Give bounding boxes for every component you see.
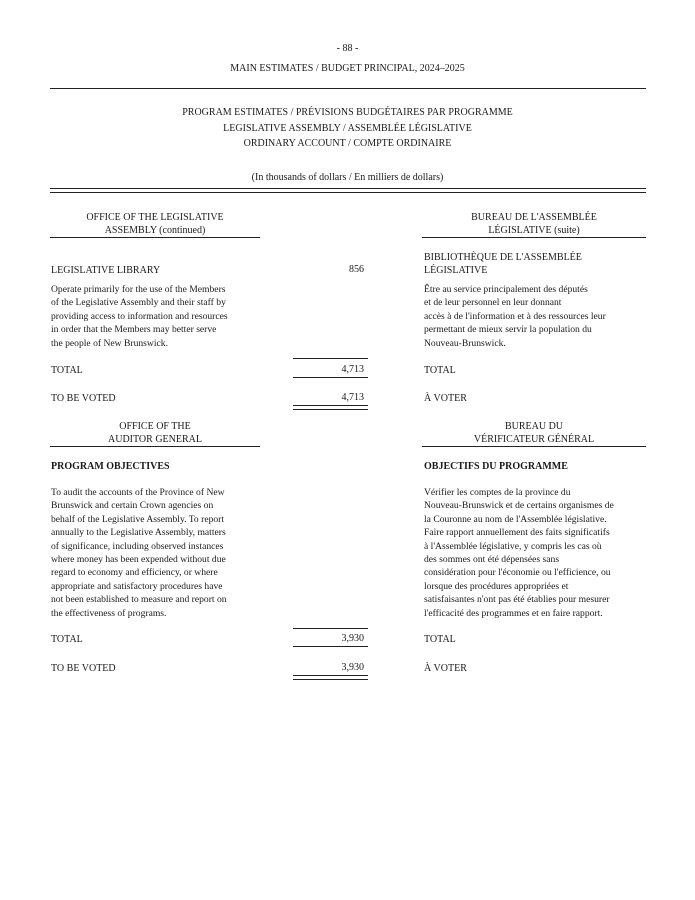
section1-heading-en-line2: ASSEMBLY (continued) (104, 225, 206, 236)
section1-heading-fr (422, 211, 646, 237)
description-line: à l'Assemblée législative, y compris les cas où (424, 540, 602, 552)
document-title: MAIN ESTIMATES / BUDGET PRINCIPAL, 2024–2025 (230, 63, 465, 74)
section1-heading-fr-rule (422, 237, 646, 238)
description-line: lorsque des procédures appropriées et (424, 580, 569, 592)
description-line: in order that the Members may better serve (51, 324, 217, 336)
ordinary-account-title: ORDINARY ACCOUNT / COMPTE ORDINAIRE (243, 138, 452, 149)
section2-heading-fr-rule (422, 446, 646, 447)
description-line: where money has been expended without due (51, 554, 226, 566)
description-line: providing access to information and resources (51, 310, 228, 322)
description-line: considération pour l'économie ou l'efficience, ou (424, 567, 611, 579)
description-line: of the Legislative Assembly and their staff by (51, 297, 226, 309)
section1-heading-en (50, 211, 260, 237)
description-line: l'efficacité des programmes et en faire rapport. (424, 607, 603, 619)
auditor-description-fr (424, 486, 664, 620)
description-line: not been established to measure and report on (51, 594, 227, 606)
section2-voted-amount: 3,930 (341, 662, 364, 673)
section1-voted-amount: 4,713 (341, 392, 364, 403)
description-line: the people of New Brunswick. (51, 337, 168, 349)
section2-heading-fr-line1: BUREAU DU (504, 421, 564, 432)
section1-voted-label-fr: À VOTER (424, 393, 467, 404)
program-objectives-heading-fr: OBJECTIFS DU PROGRAMME (424, 461, 568, 472)
auditor-description-en (51, 486, 291, 620)
description-line: To audit the accounts of the Province of New (51, 487, 225, 498)
description-line: Être au service principalement des députés (424, 284, 588, 295)
description-line: Operate primarily for the use of the Members (51, 284, 226, 295)
section1-total-label: TOTAL (51, 365, 83, 376)
section1-total-amount: 4,713 (341, 364, 364, 375)
description-line: permettant de mieux servir la population du (424, 324, 592, 336)
description-line: Vérifier les comptes de la province du (424, 487, 571, 498)
description-line: the effectiveness of programs. (51, 607, 167, 619)
section2-heading-en-rule (50, 446, 260, 447)
description-line: accès à de l'information et à des ressources leur (424, 310, 606, 322)
description-line: appropriate and satisfactory procedures have (51, 580, 223, 592)
description-line: Faire rapport annuellement des faits significatifs (424, 527, 610, 539)
description-line: et de leur personnel en leur donnant (424, 297, 562, 309)
voted-double-underline (293, 405, 368, 410)
section2-voted-label-fr: À VOTER (424, 663, 467, 674)
description-line: annually to the Legislative Assembly, matters (51, 527, 226, 539)
section2-total-label: TOTAL (51, 634, 83, 645)
section1-heading-en-rule (50, 237, 260, 238)
units-note: (In thousands of dollars / En milliers de dollars) (251, 172, 444, 183)
voted-double-underline (293, 675, 368, 680)
legislative-library-label-fr-line1: BIBLIOTHÈQUE DE L'ASSEMBLÉE (424, 252, 582, 263)
units-double-rule (50, 188, 646, 193)
section2-heading-fr-line2: VÉRIFICATEUR GÉNÉRAL (473, 434, 595, 445)
description-line: Brunswick and certain Crown agencies on (51, 500, 214, 512)
total-rule (293, 628, 368, 629)
section1-heading-fr-line1: BUREAU DE L'ASSEMBLÉE (471, 212, 597, 223)
section2-heading-en (50, 420, 260, 446)
description-line: la Couronne au nom de l'Assemblée législative. (424, 513, 607, 525)
section1-heading-en-line1: OFFICE OF THE LEGISLATIVE (86, 212, 224, 223)
description-line: of significance, including observed instances (51, 540, 224, 552)
section2-heading-en-line1: OFFICE OF THE (119, 421, 191, 432)
legislative-library-description-en (51, 283, 281, 350)
legislative-library-label-fr (424, 251, 582, 277)
program-estimates-title: PROGRAM ESTIMATES / PRÉVISIONS BUDGÉTAIRES PAR PROGRAMME (182, 107, 513, 118)
section2-total-label-fr: TOTAL (424, 634, 456, 645)
description-line: Nouveau-Brunswick et de certains organismes de (424, 500, 614, 512)
description-line: behalf of the Legislative Assembly. To report (51, 513, 225, 525)
legislative-assembly-title: LEGISLATIVE ASSEMBLY / ASSEMBLÉE LÉGISLATIVE (223, 123, 472, 134)
section2-voted-label: TO BE VOTED (51, 663, 116, 674)
total-underline (293, 377, 368, 378)
section1-heading-fr-line2: LÉGISLATIVE (suite) (488, 225, 580, 236)
description-line: satisfaisantes n'ont pas été établies pour mesurer (424, 594, 610, 606)
section2-heading-en-line2: AUDITOR GENERAL (108, 434, 202, 445)
header-rule (50, 88, 646, 89)
description-line: Nouveau-Brunswick. (424, 337, 506, 349)
description-line: des sommes ont été dépensées sans (424, 554, 560, 566)
legislative-library-amount: 856 (349, 264, 364, 275)
description-line: regard to economy and efficiency, or where (51, 567, 218, 579)
total-underline (293, 646, 368, 647)
section2-heading-fr (422, 420, 646, 446)
section2-total-amount: 3,930 (341, 633, 364, 644)
section1-voted-label: TO BE VOTED (51, 393, 116, 404)
total-rule (293, 358, 368, 359)
page-number: - 88 - (336, 43, 359, 54)
section1-total-label-fr: TOTAL (424, 365, 456, 376)
legislative-library-label-fr-line2: LÉGISLATIVE (424, 265, 488, 276)
program-objectives-heading: PROGRAM OBJECTIVES (51, 461, 170, 472)
legislative-library-label: LEGISLATIVE LIBRARY (51, 265, 161, 276)
legislative-library-description-fr (424, 283, 654, 350)
